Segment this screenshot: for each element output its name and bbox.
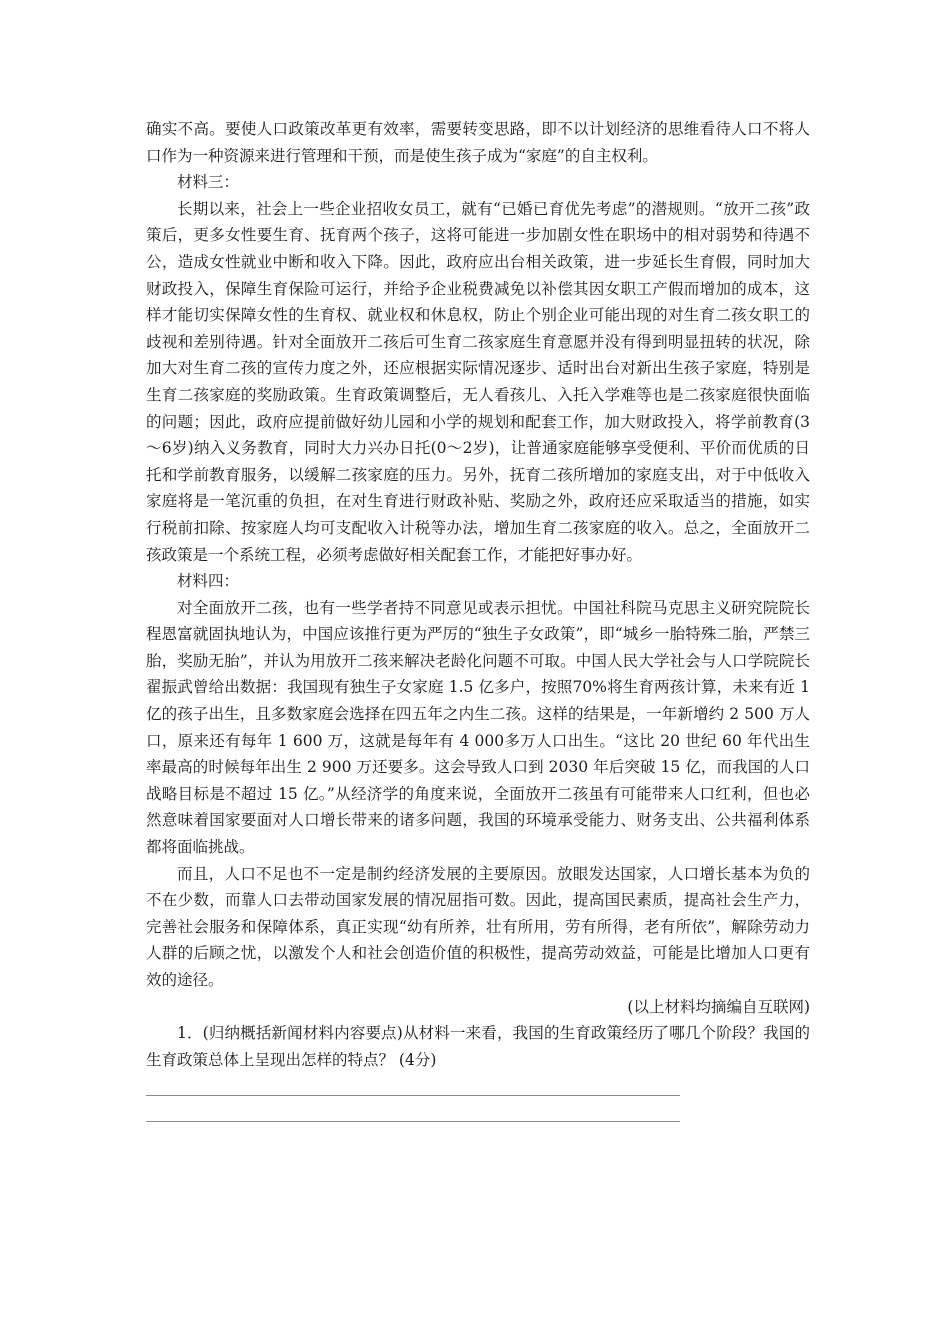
material4-paragraph-1: 对全面放开二孩，也有一些学者持不同意见或表示担忧。中国社科院马克思主义研究院院长程恩富就固执地认为，中国应该推行更为严厉的“独生子女政策”，即“城乡一胎特殊二胎，严禁三胎，奖励无胎”，并认为用放开二孩来解决老龄化问题不可取。中国人民大学社会与人口学院院长翟振武曾给出数据：我国现有独生子女家庭 1.5 亿多户，按照70%将生育两孩计算，未来有近 1 亿的孩子出生，且多数家庭会选择在四五年之内生二孩。这样的结果是，一年新增约 2 500 万人口，原来还有每年 1 600 万，这就是每年有 4 000多万人口出生。“这比 20 世纪 60 年代出生率最高的时候每年出生 2 900 万还要多。这会导致人口到 2030 年后突破 15 亿，而我国的人口战略目标是不超过 15 亿。”从经济学的角度来说，全面放开二孩虽有可能带来人口红利，但也必然意味着国家要面对人口增长带来的诸多问题，我国的环境承受能力、财务支出、公共福利体系都将面临挑战。 <box>146 598 810 857</box>
material4-heading: 材料四： <box>177 572 240 591</box>
material3-heading: 材料三： <box>177 173 240 192</box>
material3-paragraph: 长期以来，社会上一些企业招收女员工，就有“已婚已育优先考虑”的潜规则。“放开二孩”政策后，更多女性要生育、抚育两个孩子，这将可能进一步加剧女性在职场中的相对弱势和待遇不公，造成女性就业中断和收入下降。因此，政府应出台相关政策，进一步延长生育假，同时加大财政投入，保障生育保险可运行，并给予企业税费减免以补偿其因女职工产假而增加的成本，这样才能切实保障女性的生育权、就业权和休息权，防止个别企业可能出现的对生育二孩女职工的歧视和差别待遇。针对全面放开二孩后可生育二孩家庭生育意愿并没有得到明显扭转的状况，除加大对生育二孩的宣传力度之外，还应根据实际情况逐步、适时出台对新出生孩子家庭，特别是生育二孩家庭的奖励政策。生育政策调整后，无人看孩儿、入托入学难等也是二孩家庭很快面临的问题；因此，政府应提前做好幼儿园和小学的规划和配套工作，加大财政投入，将学前教育(3～6岁)纳入义务教育，同时大力兴办日托(0～2岁)，让普通家庭能够享受便利、平价而优质的日托和学前教育服务，以缓解二孩家庭的压力。另外，抚育二孩所增加的家庭支出，对于中低收入家庭将是一笔沉重的负担，在对生育进行财政补贴、奖励之外，政府还应采取适当的措施，如实行税前扣除、按家庭人均可支配收入计税等办法，增加生育二孩家庭的收入。总之，全面放开二孩政策是一个系统工程，必须考虑做好相关配套工作，才能把好事办好。 <box>146 199 810 564</box>
answer-line[interactable] <box>146 1121 680 1122</box>
source-note: (以上材料均摘编自互联网) <box>627 997 810 1016</box>
answer-line[interactable] <box>146 1095 680 1096</box>
intro-paragraph-continuation: 确实不高。要使人口政策改革更有效率，需要转变思路，即不以计划经济的思维看待人口不将人口作为一种资源来进行管理和干预，而是使生孩子成为“家庭”的自主权利。 <box>146 120 810 165</box>
document-page <box>146 116 810 1122</box>
question-1: 1．(归纳概括新闻材料内容要点)从材料一来看，我国的生育政策经历了哪几个阶段？我国的生育政策总体上呈现出怎样的特点？ (4分) <box>146 1024 810 1069</box>
material4-paragraph-2: 而且，人口不足也不一定是制约经济发展的主要原因。放眼发达国家，人口增长基本为负的不在少数，而靠人口去带动国家发展的情况屈指可数。因此，提高国民素质，提高社会生产力，完善社会服务和保障体系，真正实现“幼有所养，壮有所用，劳有所得，老有所依”，解除劳动力人群的后顾之忧，以激发个人和社会创造价值的积极性，提高劳动效益，可能是比增加人口更有效的途径。 <box>146 864 810 989</box>
